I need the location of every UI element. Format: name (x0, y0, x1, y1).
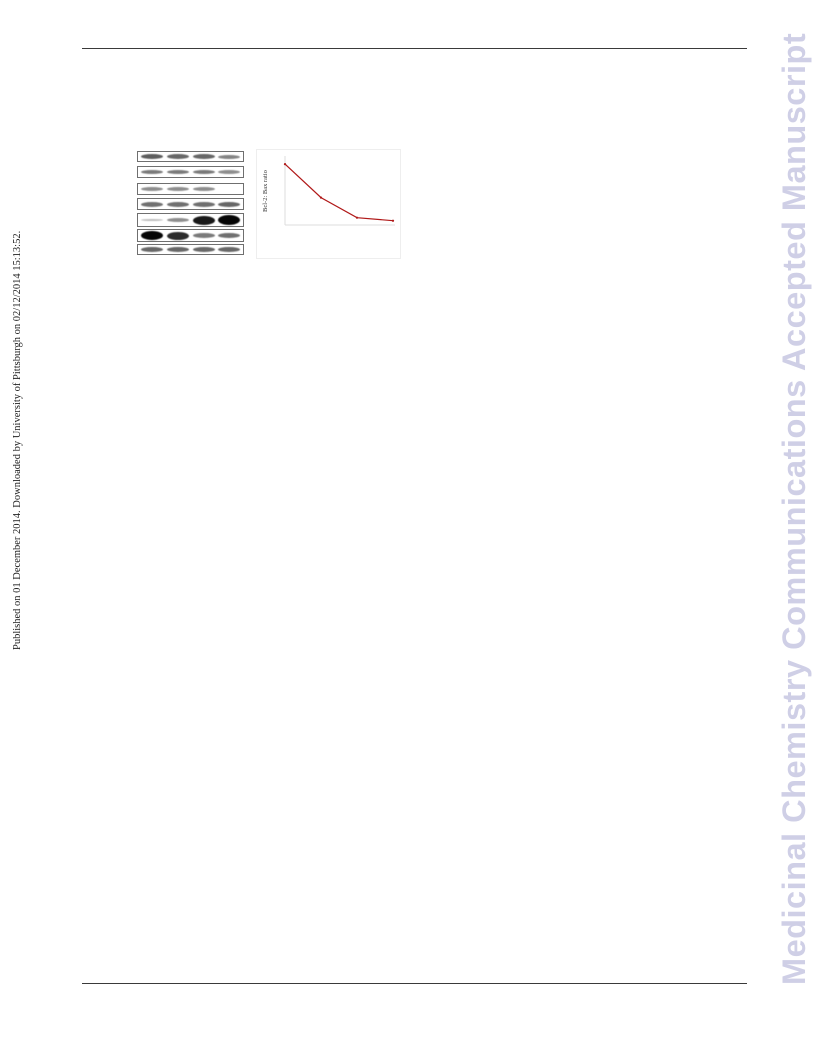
blot-strip (137, 151, 244, 162)
blot-band (193, 247, 215, 252)
blot-band (218, 233, 240, 238)
blot-band (167, 247, 189, 252)
blot-band (141, 231, 163, 240)
blot-band (141, 187, 163, 191)
footer-rule (82, 983, 747, 984)
blot-band (218, 170, 240, 174)
data-point (320, 196, 322, 198)
blot-strip (137, 244, 244, 255)
series-line (285, 164, 393, 221)
publication-note: Published on 01 December 2014. Downloaded by University of Pittsburgh on 02/12/2014 15:13:52. (12, 230, 23, 650)
blot-band (167, 218, 189, 222)
data-point (392, 220, 394, 222)
data-point (284, 163, 286, 165)
blot-band (193, 216, 215, 225)
chart-plot (257, 150, 400, 258)
blot-band (218, 247, 240, 252)
blot-band (141, 202, 163, 207)
blot-band (167, 232, 189, 240)
y-axis-label: Bcl-2: Bax ratio (262, 170, 269, 212)
blot-band (167, 154, 189, 159)
blot-band (193, 187, 215, 191)
blot-strip (137, 198, 244, 210)
blot-band (141, 170, 163, 174)
blot-band (167, 202, 189, 207)
blot-strip (137, 213, 244, 227)
blot-band (218, 155, 240, 159)
blot-band (193, 202, 215, 207)
blot-band (141, 219, 163, 221)
blot-strip (137, 183, 244, 195)
header-rule (82, 48, 747, 49)
blot-band (193, 233, 215, 238)
blot-band (193, 154, 215, 159)
blot-band (167, 170, 189, 174)
western-blot-panel (137, 151, 244, 257)
blot-band (218, 215, 240, 225)
blot-band (218, 202, 240, 207)
blot-strip (137, 166, 244, 178)
ratio-line-chart (256, 149, 401, 259)
blot-band (167, 187, 189, 191)
blot-band (141, 154, 163, 159)
data-point (356, 217, 358, 219)
journal-watermark: Medicinal Chemistry Communications Accepted Manuscript (776, 32, 812, 985)
blot-strip (137, 229, 244, 242)
blot-band (193, 170, 215, 174)
blot-band (141, 247, 163, 252)
